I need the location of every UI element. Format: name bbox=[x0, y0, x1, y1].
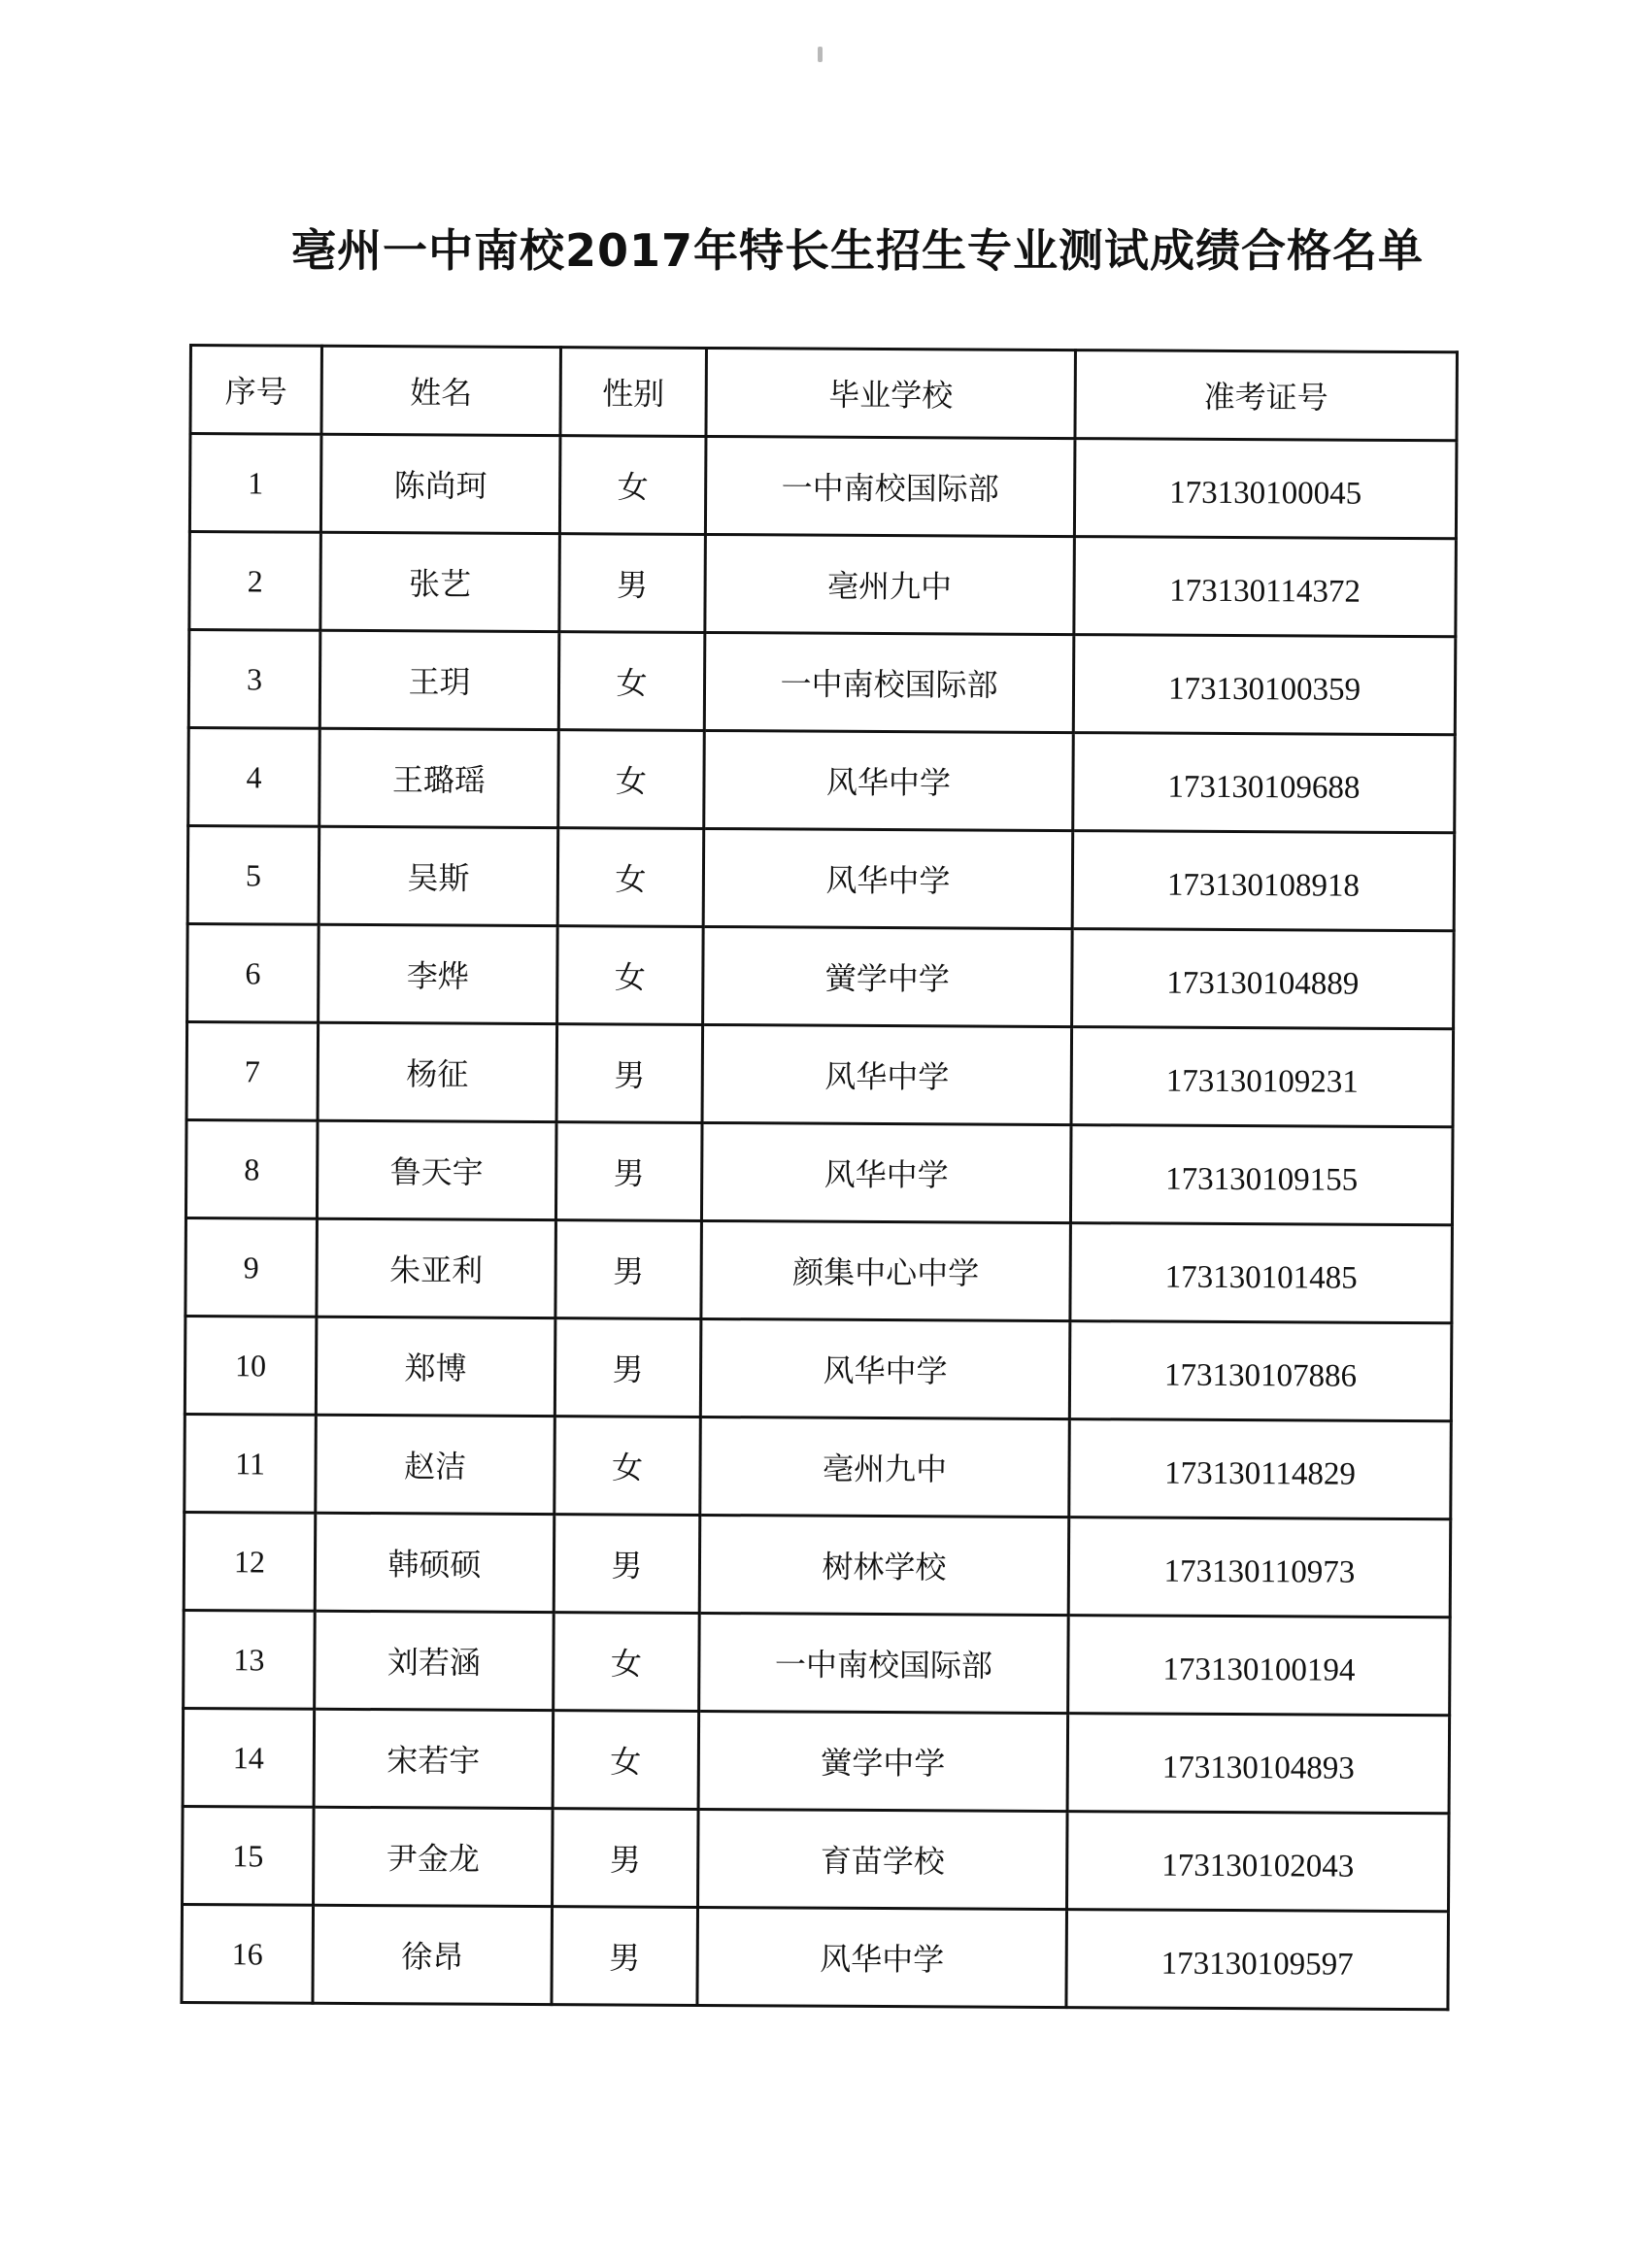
cell-name: 朱亚利 bbox=[317, 1218, 556, 1317]
table-row bbox=[187, 826, 1455, 931]
cell-school: 风华中学 bbox=[697, 1907, 1067, 2007]
cell-gender: 男 bbox=[556, 1024, 703, 1123]
cell-exam-id: 173130104889 bbox=[1072, 929, 1455, 1029]
cell-school: 风华中学 bbox=[701, 1122, 1071, 1222]
cell-index: 13 bbox=[184, 1610, 316, 1709]
cell-gender: 女 bbox=[553, 1711, 699, 1810]
table-row bbox=[183, 1806, 1450, 1911]
table-row bbox=[185, 1316, 1452, 1420]
cell-gender: 女 bbox=[555, 1417, 701, 1516]
cell-exam-id: 173130101485 bbox=[1070, 1223, 1453, 1323]
table-row bbox=[185, 1119, 1453, 1224]
table-row bbox=[185, 1217, 1453, 1322]
cell-index: 12 bbox=[184, 1512, 316, 1611]
cell-school: 风华中学 bbox=[702, 1024, 1072, 1124]
table-body bbox=[182, 434, 1457, 2010]
cell-index: 8 bbox=[185, 1119, 318, 1218]
table-row bbox=[187, 923, 1455, 1028]
cell-gender: 男 bbox=[555, 1122, 702, 1221]
cell-school: 风华中学 bbox=[704, 730, 1074, 830]
cell-exam-id: 173130114372 bbox=[1074, 537, 1457, 637]
cell-school: 风华中学 bbox=[700, 1318, 1070, 1418]
cell-school: 颜集中心中学 bbox=[701, 1220, 1071, 1320]
cell-school: 风华中学 bbox=[703, 828, 1073, 928]
cell-exam-id: 173130100194 bbox=[1068, 1616, 1451, 1716]
cell-gender: 男 bbox=[554, 1515, 700, 1614]
cell-gender: 女 bbox=[558, 730, 705, 829]
cell-index: 16 bbox=[182, 1904, 314, 2003]
cell-name: 杨征 bbox=[318, 1022, 557, 1121]
cell-name: 尹金龙 bbox=[314, 1807, 554, 1906]
cell-name: 赵洁 bbox=[316, 1415, 555, 1514]
cell-index: 2 bbox=[189, 532, 321, 631]
cell-gender: 女 bbox=[554, 1613, 700, 1712]
cell-index: 15 bbox=[183, 1806, 315, 1905]
cell-school: 育苗学校 bbox=[698, 1809, 1068, 1909]
cell-name: 陈尚珂 bbox=[320, 434, 560, 533]
cell-name: 徐昂 bbox=[313, 1905, 553, 2004]
table-row bbox=[183, 1708, 1450, 1813]
table-row bbox=[184, 1610, 1451, 1715]
cell-gender: 男 bbox=[559, 534, 706, 633]
table-row bbox=[189, 434, 1457, 539]
cell-exam-id: 173130107886 bbox=[1069, 1321, 1452, 1421]
cell-index: 7 bbox=[186, 1021, 319, 1120]
cell-gender: 女 bbox=[557, 926, 704, 1025]
page-title: 亳州一中南校2017年特长生招生专业测试成绩合格名单 bbox=[291, 224, 1425, 277]
cell-name: 宋若宇 bbox=[314, 1709, 554, 1808]
cell-exam-id: 173130109597 bbox=[1066, 1910, 1449, 2010]
scan-speck bbox=[818, 47, 823, 62]
cell-gender: 女 bbox=[557, 828, 704, 927]
cell-exam-id: 173130110973 bbox=[1068, 1518, 1451, 1618]
cell-name: 刘若涵 bbox=[315, 1611, 555, 1710]
cell-gender: 男 bbox=[555, 1318, 701, 1418]
cell-exam-id: 173130100359 bbox=[1073, 635, 1456, 735]
cell-index: 6 bbox=[187, 923, 319, 1022]
cell-exam-id: 173130102043 bbox=[1067, 1812, 1450, 1912]
header-gender: 性别 bbox=[560, 348, 707, 437]
cell-exam-id: 173130109231 bbox=[1071, 1027, 1454, 1127]
cell-index: 11 bbox=[185, 1414, 317, 1513]
cell-exam-id: 173130104893 bbox=[1067, 1714, 1450, 1814]
cell-name: 鲁天宇 bbox=[317, 1120, 556, 1219]
cell-school: 一中南校国际部 bbox=[704, 632, 1074, 732]
cell-gender: 女 bbox=[558, 632, 705, 731]
cell-school: 亳州九中 bbox=[700, 1417, 1070, 1517]
cell-school: 亳州九中 bbox=[705, 534, 1075, 634]
header-name: 姓名 bbox=[321, 346, 561, 435]
cell-gender: 男 bbox=[555, 1220, 702, 1319]
results-sheet bbox=[180, 344, 1456, 2011]
cell-school: 树林学校 bbox=[699, 1515, 1069, 1615]
cell-exam-id: 173130108918 bbox=[1072, 831, 1455, 931]
cell-gender: 男 bbox=[553, 1809, 699, 1908]
table-row bbox=[188, 728, 1456, 833]
cell-school: 一中南校国际部 bbox=[705, 436, 1075, 536]
cell-index: 3 bbox=[188, 630, 320, 729]
cell-exam-id: 173130109688 bbox=[1073, 733, 1456, 833]
cell-index: 9 bbox=[185, 1217, 318, 1317]
cell-name: 王玥 bbox=[319, 630, 559, 729]
table-row bbox=[185, 1414, 1452, 1518]
header-school: 毕业学校 bbox=[706, 348, 1076, 438]
cell-index: 10 bbox=[185, 1316, 317, 1415]
cell-index: 4 bbox=[188, 728, 320, 827]
cell-exam-id: 173130109155 bbox=[1070, 1125, 1453, 1225]
table-row bbox=[188, 630, 1456, 735]
cell-index: 14 bbox=[183, 1708, 315, 1807]
cell-index: 5 bbox=[187, 826, 319, 925]
cell-school: 黉学中学 bbox=[703, 926, 1073, 1026]
cell-name: 李烨 bbox=[319, 924, 558, 1023]
cell-index: 1 bbox=[189, 434, 321, 533]
results-table bbox=[180, 344, 1459, 2011]
table-row bbox=[186, 1021, 1454, 1126]
cell-name: 王璐瑶 bbox=[319, 728, 559, 827]
header-index: 序号 bbox=[190, 346, 322, 435]
cell-exam-id: 173130114829 bbox=[1069, 1419, 1452, 1519]
table-row bbox=[182, 1904, 1449, 2009]
cell-exam-id: 173130100045 bbox=[1074, 439, 1457, 539]
cell-name: 韩硕硕 bbox=[315, 1513, 555, 1612]
cell-name: 吴斯 bbox=[319, 826, 558, 925]
cell-gender: 女 bbox=[559, 436, 706, 535]
cell-name: 张艺 bbox=[320, 532, 560, 631]
table-row bbox=[184, 1512, 1451, 1617]
header-exam-id: 准考证号 bbox=[1075, 350, 1458, 441]
cell-school: 一中南校国际部 bbox=[699, 1613, 1069, 1713]
cell-school: 黉学中学 bbox=[698, 1711, 1068, 1811]
table-row bbox=[189, 532, 1457, 637]
table-header-row bbox=[190, 346, 1457, 441]
cell-gender: 男 bbox=[552, 1907, 698, 2006]
cell-name: 郑博 bbox=[316, 1317, 555, 1416]
